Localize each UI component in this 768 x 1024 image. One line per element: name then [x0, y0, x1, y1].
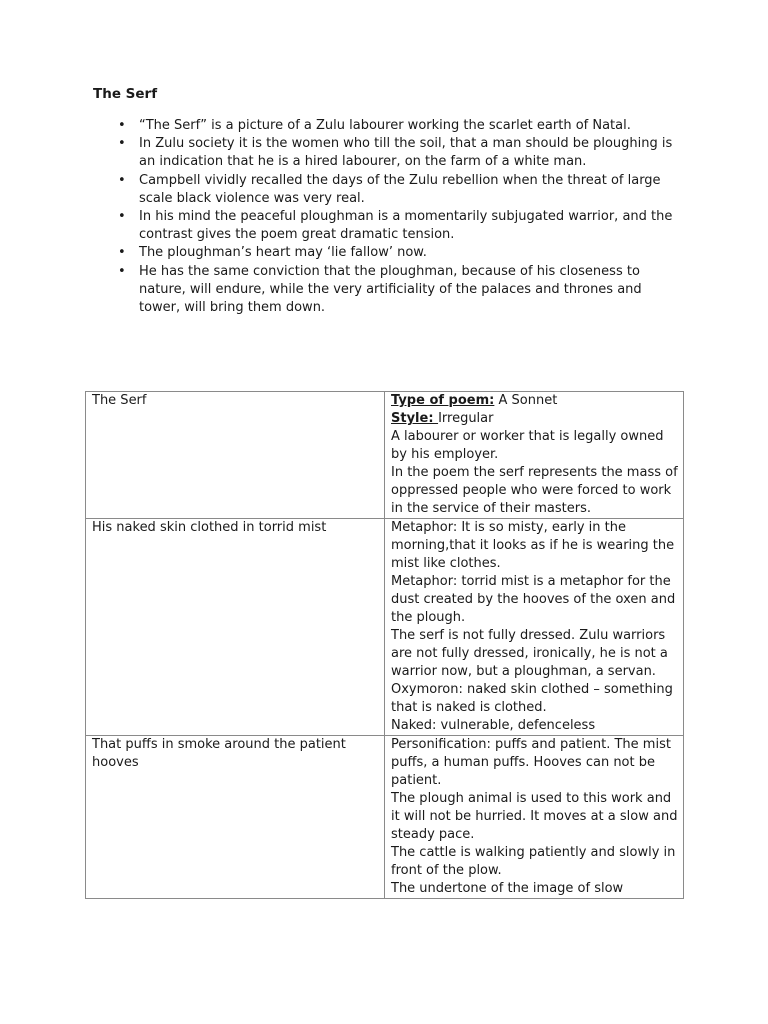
bullet-item: • The ploughman’s heart may ‘lie fallow’ now. [118, 244, 678, 262]
poem-line-cell [86, 736, 385, 899]
analysis-note: Metaphor: torrid mist is a metaphor for the dust created by the hooves of the oxen and the plough. [391, 574, 676, 625]
analysis-cell [385, 519, 684, 736]
analysis-cell [385, 736, 684, 899]
analysis-note: Metaphor: It is so misty, early in the morning,that it looks as if he is wearing the mist like clothes. [391, 520, 675, 571]
table-row [86, 736, 684, 899]
document-title: The Serf [93, 86, 158, 102]
poem-line-text: The Serf [92, 393, 147, 408]
style-line [391, 410, 679, 428]
analysis-cell [385, 392, 684, 519]
type-of-poem-value: A Sonnet [494, 393, 558, 408]
analysis-table [85, 391, 684, 899]
poem-line-text: That puffs in smoke around the patient hooves [92, 737, 346, 770]
style-label: Style: [391, 411, 439, 426]
bullet-item: • Campbell vividly recalled the days of the Zulu rebellion when the threat of large scale black violence was very real. [118, 172, 678, 208]
style-value: Irregular [438, 411, 494, 426]
table-row [86, 519, 684, 736]
bullet-list [118, 117, 678, 317]
analysis-note: The cattle is walking patiently and slowly in front of the plow. [391, 845, 676, 878]
table-row [86, 392, 684, 519]
type-of-poem-label: Type of poem: [391, 393, 495, 408]
analysis-note: The serf is not fully dressed. Zulu warriors are not fully dressed, ironically, he is not a warrior now, but a ploughman, a servan. [391, 628, 668, 679]
bullet-item: • He has the same conviction that the ploughman, because of his closeness to nature, will endure, while the very artificiality of the palaces and thrones and tower, will bring them down. [118, 263, 678, 318]
bullet-item: • In Zulu society it is the women who till the soil, that a man should be ploughing is an indication that he is a hired labourer, on the farm of a white man. [118, 135, 678, 171]
analysis-note: Naked: vulnerable, defenceless [391, 718, 596, 733]
analysis-note: The undertone of the image of slow [391, 881, 624, 896]
analysis-note: In the poem the serf represents the mass of oppressed people who were forced to work in the service of their masters. [391, 465, 678, 516]
analysis-note: Personification: puffs and patient. The mist puffs, a human puffs. Hooves can not be patient. [391, 737, 671, 788]
analysis-note: Oxymoron: naked skin clothed – something that is naked is clothed. [391, 682, 673, 715]
analysis-note: The plough animal is used to this work and it will not be hurried. It moves at a slow and steady pace. [391, 791, 678, 842]
poem-line-cell [86, 519, 385, 736]
bullet-item: • “The Serf” is a picture of a Zulu labourer working the scarlet earth of Natal. [118, 117, 678, 135]
poem-line-text: His naked skin clothed in torrid mist [92, 520, 327, 535]
type-of-poem-line [391, 392, 679, 410]
bullet-item: • In his mind the peaceful ploughman is a momentarily subjugated warrior, and the contrast gives the poem great dramatic tension. [118, 208, 678, 244]
analysis-note: A labourer or worker that is legally owned by his employer. [391, 429, 664, 462]
poem-line-cell [86, 392, 385, 519]
